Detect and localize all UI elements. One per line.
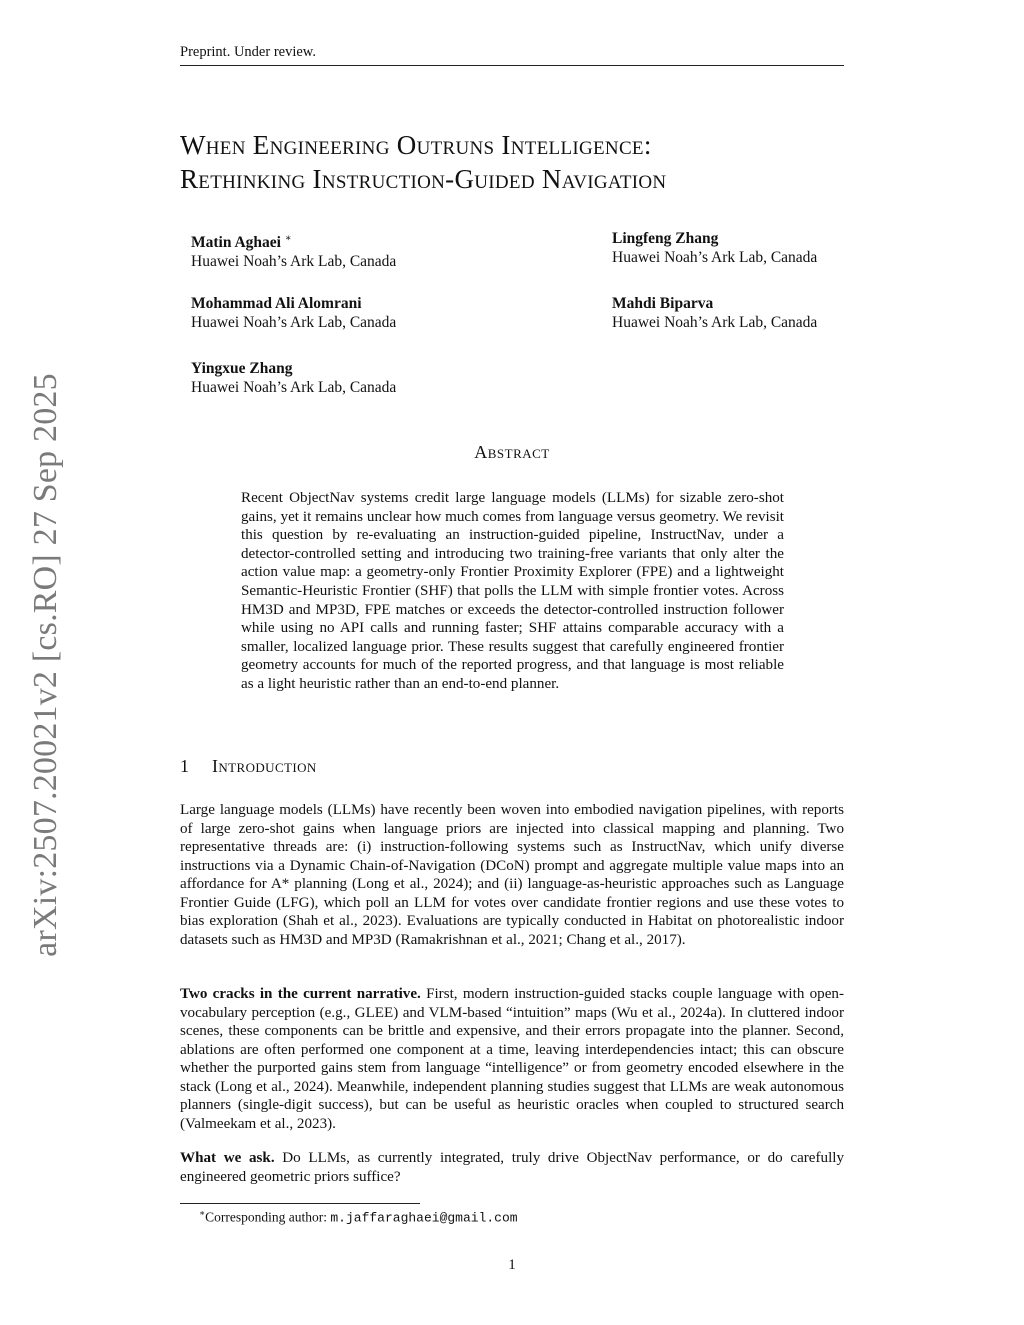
author-block — [612, 294, 817, 332]
paragraph-body: Do LLMs, as currently integrated, truly drive ObjectNav performance, or do carefully engineered geometric priors suffice? — [180, 1150, 844, 1185]
paragraph-lead: What we ask. — [180, 1150, 275, 1166]
section-title: Introduction — [212, 756, 317, 776]
abstract-heading: Abstract — [474, 442, 550, 462]
author-block — [191, 359, 396, 397]
title-line-2: Rethinking Instruction-Guided Navigation — [180, 164, 667, 194]
footnote-mark: ∗ — [199, 1208, 206, 1218]
author-block — [191, 229, 396, 271]
page-number: 1 — [508, 1257, 516, 1273]
intro-paragraph-1: Large language models (LLMs) have recently been woven into embodied navigation pipelines, with reports of large zero-shot gains when language priors are injected into classical mapping and planning. Two representative threads are: (i) instruction-following systems such as InstructNav, which unify diverse instructions via a Dynamic Chain-of-Navigation (DCoN) prompt and aggregate multiple value maps into an affordance for A* planning (Long et al., 2024); and (ii) language-as-heuristic approaches such as Language Frontier Guide (LFG), which poll an LLM for votes over candidate frontier regions and use these votes to bias exploration (Shah et al., 2023). Evaluations are typically conducted in Habitat on photorealistic indoor datasets such as HM3D and MP3D (Ramakrishnan et al., 2021; Chang et al., 2017). — [180, 802, 844, 948]
footnote — [199, 1208, 518, 1226]
paragraph-lead: Two cracks in the current narrative. — [180, 986, 421, 1002]
arxiv-stamp: arXiv:2507.20021v2 [cs.RO] 27 Sep 2025 — [27, 373, 64, 957]
author-footnote-mark: ∗ — [284, 233, 292, 244]
author-name: Mohammad Ali Alomrani — [191, 295, 362, 312]
section-heading — [180, 756, 317, 777]
section-number: 1 — [180, 756, 190, 776]
paragraph-body: First, modern instruction-guided stacks couple language with open-vocabulary perception (e.g., GLEE) and VLM-based “intuition” maps (Wu et al., 2024a). In cluttered indoor scenes, these components can be brittle and expensive, and their errors propagate into the planner. Second, ablations are often performed one component at a time, leaving interdependencies intact; this can obscure whether the purported gains stem from language “intelligence” or from geometry encoded elsewhere in the stack (Long et al., 2024). Meanwhile, independent planning studies suggest that LLMs are weak autonomous planners (single-digit success), but can be useful as heuristic oracles when coupled to structured search (Valmeekam et al., 2023). — [180, 986, 844, 1132]
author-name: Mahdi Biparva — [612, 295, 714, 312]
author-affiliation: Huawei Noah’s Ark Lab, Canada — [612, 314, 818, 331]
author-affiliation: Huawei Noah’s Ark Lab, Canada — [191, 314, 397, 331]
intro-paragraph-3 — [180, 1149, 844, 1186]
running-header: Preprint. Under review. — [180, 44, 844, 66]
author-affiliation: Huawei Noah’s Ark Lab, Canada — [191, 379, 397, 396]
author-block — [191, 294, 396, 332]
abstract-text: Recent ObjectNav systems credit large language models (LLMs) for sizable zero-shot gains, yet it remains unclear how much comes from language versus geometry. We revisit this question by re-evaluating an instruction-guided pipeline, InstructNav, under a detector-controlled setting and introducing two training-free variants that only alter the action value map: a geometry-only Frontier Proximity Explorer (FPE) and a lightweight Semantic-Heuristic Frontier (SHF) that polls the LLM with simple frontier votes. Across HM3D and MP3D, FPE matches or exceeds the detector-controlled instruction follower while using no API calls and running faster; SHF attains comparable accuracy with a smaller, localized language prior. These results suggest that carefully engineered frontier geometry accounts for much of the reported progress, and that language is most reliable as a light heuristic rather than an end-to-end planner. — [241, 490, 784, 692]
intro-paragraph-2 — [180, 985, 844, 1133]
author-name: Lingfeng Zhang — [612, 230, 719, 247]
author-affiliation: Huawei Noah’s Ark Lab, Canada — [612, 249, 818, 266]
title-line-1: When Engineering Outruns Intelligence: — [180, 130, 652, 160]
author-name: Yingxue Zhang — [191, 360, 293, 377]
footnote-rule — [180, 1203, 420, 1204]
author-affiliation: Huawei Noah’s Ark Lab, Canada — [191, 253, 397, 271]
corresponding-email-link[interactable]: m.jaffaraghaei@gmail.com — [330, 1210, 518, 1226]
author-block — [612, 229, 817, 267]
paper-title — [180, 128, 880, 196]
author-name: Matin Aghaei — [191, 234, 281, 252]
footnote-label: Corresponding author: — [205, 1209, 331, 1225]
